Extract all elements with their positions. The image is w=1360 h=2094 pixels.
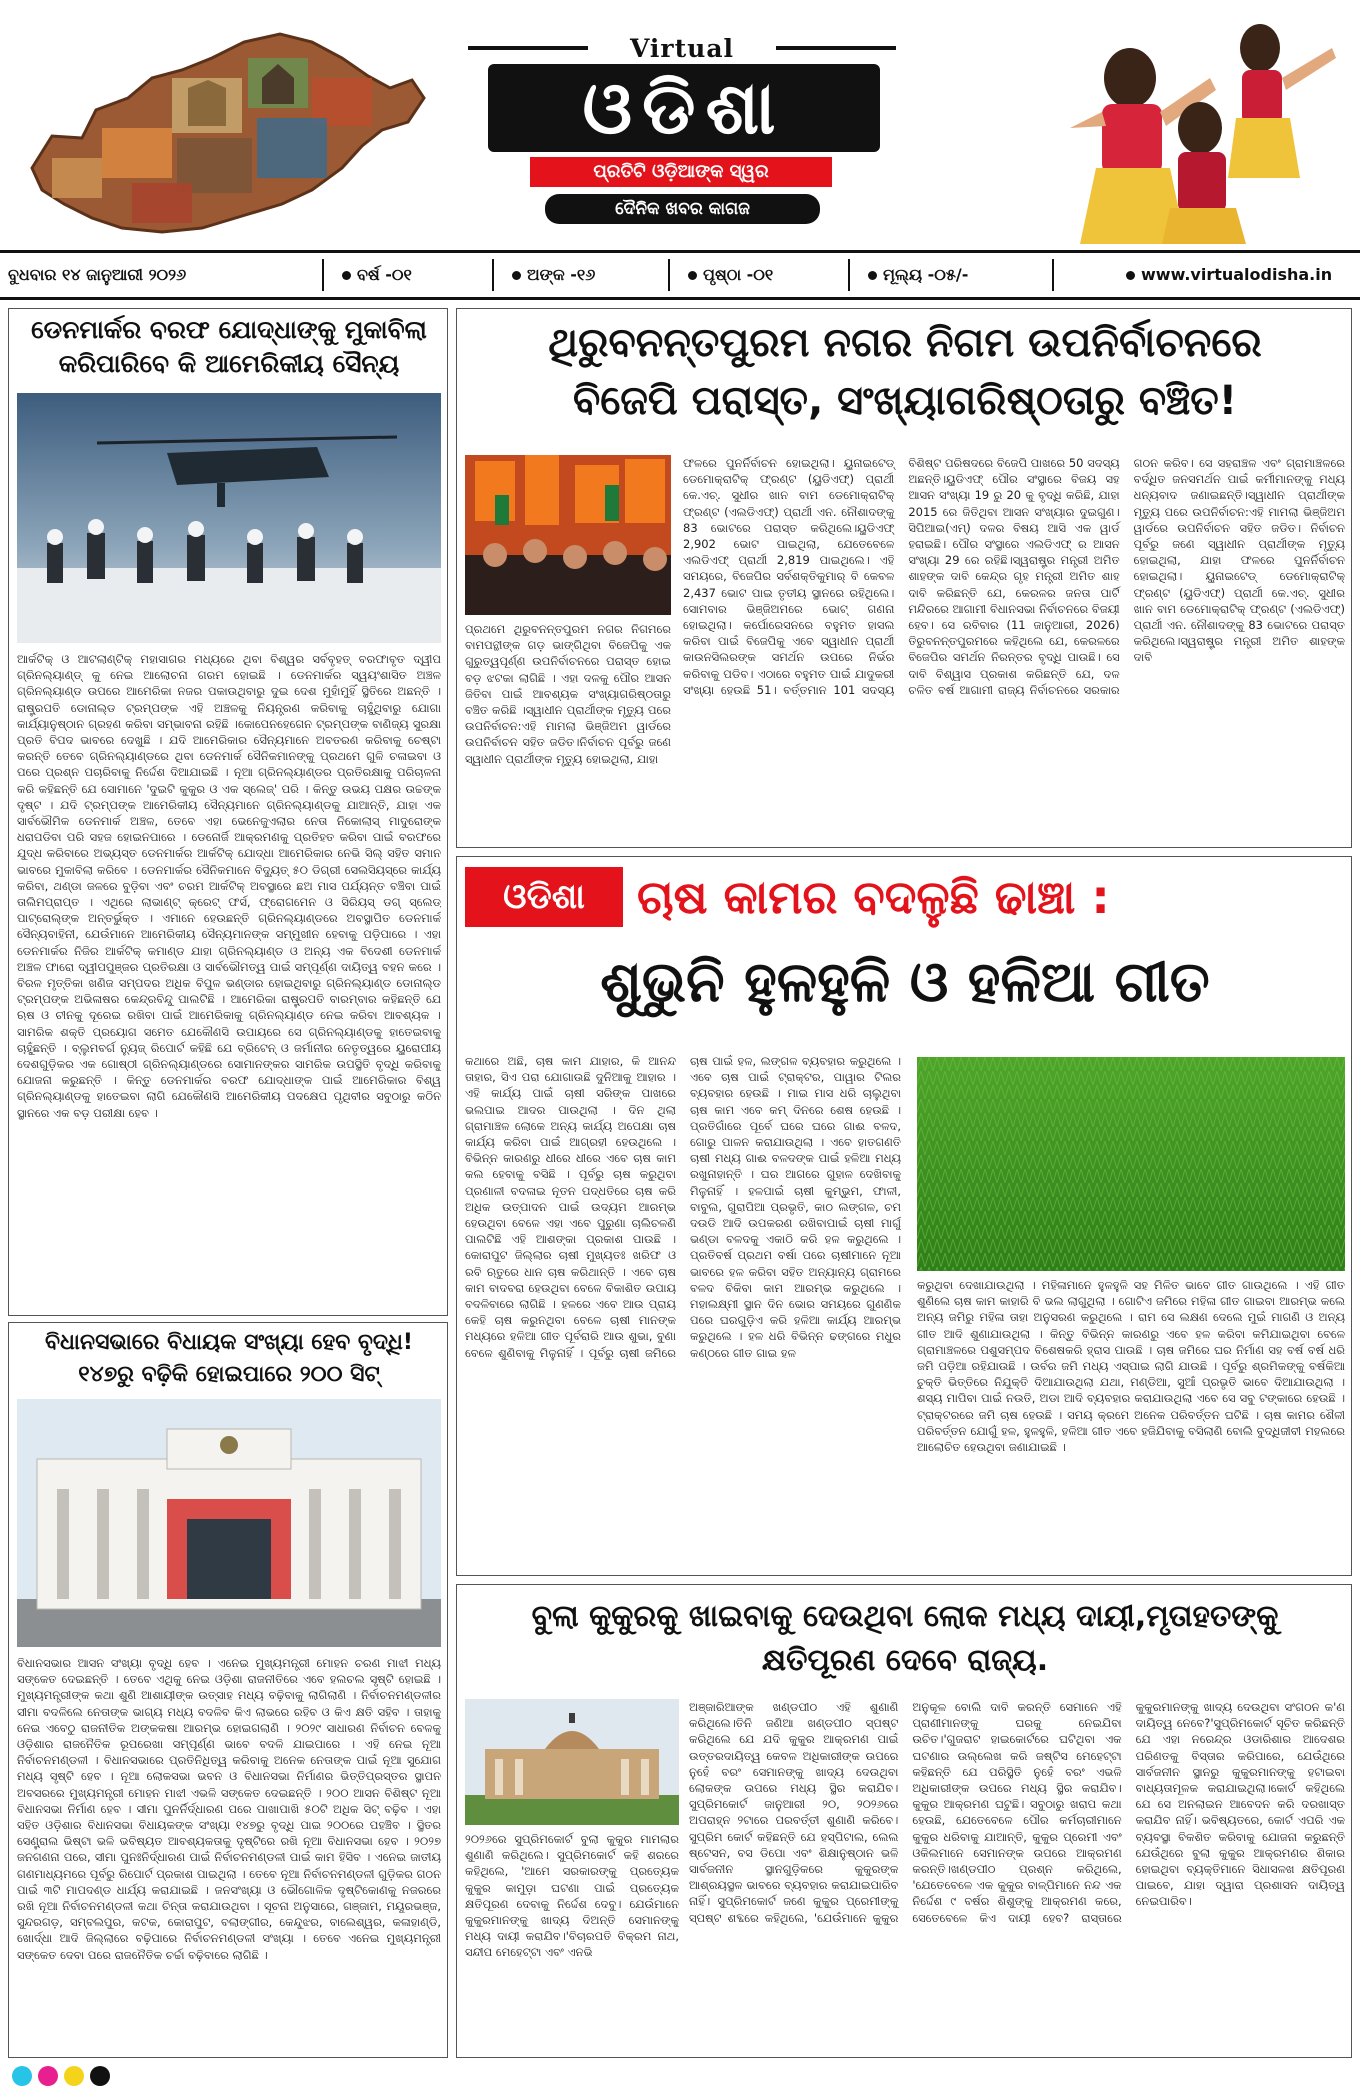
issue-date: ବୁଧବାର ୧୪ ଜାନୁଆରୀ ୨୦୨୬ (8, 265, 187, 284)
yellow-dot-icon (64, 2066, 84, 2086)
denmark-headline-line1: ଡେନମାର୍କର ବରଫ ଯୋଦ୍ଧାଙ୍କୁ ମୁକାବିଲା (31, 315, 427, 344)
website-text[interactable]: www.virtualodisha.in (1141, 265, 1333, 284)
cyan-dot-icon (12, 2066, 32, 2086)
bullet-icon (1126, 271, 1135, 280)
dogs-body-under-photo: ୨୦୨୬ରେ ସୁପ୍ରିମକୋର୍ଟ ବୁଲା କୁକୁର ମାମଲାର ଶୁଣାଣି କରିଥିଲେ। ସୁପ୍ରିମକୋର୍ଟ କହି ଶରରେ କହିଥିଲେ, 'ଆମେ ସରକାରଙ୍କୁ ପ୍ରତ୍ୟେକ କୁକୁର କାମୁଡ଼ା ଘଟଣା ପାଇଁ ପ୍ରତ୍ୟେକ କ୍ଷତିପୂରଣ ଦେବାକୁ ନିର୍ଦ୍ଦେଶ ଦେବୁ। ଯେଉଁମାନେ କୁକୁରମାନଙ୍କୁ ଖାଦ୍ୟ ଦିଅନ୍ତି ସେମାନଙ୍କୁ ମଧ୍ୟ ଦାୟୀ କରାଯିବ।'ବିଚାରପତି ବିକ୍ରମ ନାଥ, ସନ୍ଦୀପ ମେହେଟ୍ଟା ଏବଂ ଏନଭି (465, 1832, 679, 1960)
masthead (0, 0, 1360, 250)
odisha-section-tag: ଓଡିଶା (465, 867, 623, 927)
brand-virtual-text: Virtual (629, 34, 735, 63)
denmark-body: ଆର୍କଟିକ୍ ଓ ଆଟଲାଣ୍ଟିକ୍ ମହାସାଗର ମଧ୍ୟରେ ଥିବା ବିଶ୍ୱର ସର୍ବବୃହତ୍ ବରଫାବୃତ ଦ୍ୱୀପ ଗ୍ରିନଲ୍ୟାଣ୍ଡ୍ କୁ ନେଇ ଆଲୋଚନା ଗରମ ହୋଇଛି । ଡେନମାର୍କର ସ୍ୱୟଂଶାସିତ ଅଞ୍ଚଳ ଗ୍ରିନଲ୍ୟାଣ୍ଡ ଉପରେ ଆମେରିକା ନଜର ପକାଉଥିବାରୁ ଦୁଇ ଦେଶ ମୁହାଁମୁହିଁ ସ୍ଥିତିରେ ଅଛନ୍ତି । ରାଷ୍ଟ୍ରପତି ଡୋନାଲ୍ଡ ଟ୍ରମ୍ପଙ୍କ ଏହି ଅଞ୍ଚଳକୁ ନିୟନ୍ତ୍ରଣ କରିବାକୁ ଚାହୁଁଥିବାରୁ ଯୋଗା କାର୍ଯ୍ୟାନୁଷ୍ଠାନ ଗ୍ରହଣ କରିବା ସମ୍ଭାବନା ରହିଛି ।କୋପେନହେଗେନ ଟ୍ରମ୍ପଙ୍କ ବାଣିଜ୍ୟ ସୁରକ୍ଷା ପ୍ରତି ବିପଦ ଭାବରେ ଦେଖୁଛି । ଯଦି ଆମେରିକାର ସୈନ୍ୟମାନେ ଅବତରଣ କରିବାକୁ ଚେଷ୍ଟା କରନ୍ତି ତେବେ ଗ୍ରିନଲ୍ୟାଣ୍ଡରେ ଥିବା ଡେନମାର୍କ ସୈନିକମାନଙ୍କୁ ପ୍ରଥମେ ଗୁଳି ଚଳାଇବା ଓ ପରେ ପ୍ରଶ୍ନ ପଚାରିବାକୁ ନିର୍ଦ୍ଦେଶ ଦିଆଯାଇଛି । ନୂଆ ଗ୍ରିନଲ୍ୟାଣ୍ଡର ପ୍ରତିରକ୍ଷାକୁ ପରିଚାଳନା କରି କହିଛନ୍ତି ଯେ ସୋମାନେ 'ଦୁଇଟି କୁକୁର ଓ ଏକ ସ୍ଲେଜ୍' ପରି । କିନ୍ତୁ ଉଭୟ ପକ୍ଷର ଉଚ୍ଚଙ୍କ ଦୃଷ୍ଟ । ଯଦି ଟ୍ରମ୍ପଙ୍କ ଆମେରିକୀୟ ସୈନ୍ୟମାନେ ଗ୍ରିନଲ୍ୟାଣ୍ଡକୁ ଯାଆନ୍ତି, ଯାହା ଏକ ସାର୍ବଭୌମିକ ଡେନମାର୍କ ଅଞ୍ଚଳ, ତେବେ ଏହା ଭେନେଜୁଏଲାର ନେତା ନିକୋଲାସ୍ ମାଦୁରୋଙ୍କ ଧରାପଡିବା ପରି ସହଜ ହୋଇନପାରେ । ଡେନୋର୍ଜି ଆକ୍ରମଣକୁ ପ୍ରତିହତ କରିବା ପାଇଁ ବରଫରେ ଯୁଦ୍ଧ କରିବାରେ ଅଭ୍ୟସ୍ତ ଡେନମାର୍କର ଆର୍କଟିକ୍ ଯୋଦ୍ଧା ଆମେରିକାର ନେଭି ସିଲ୍ ସହିତ ସମାନ ଭାବରେ ମୁକାବିଲା କରିବେ । ଡେନମାର୍କର ସୈନିକମାନେ ବିଦ୍ୟୁତ୍ ୫୦ ଡିଗ୍ରୀ ସେଲସିୟସ୍‌ରେ କାର୍ଯ୍ୟ କରିବା, ଥଣ୍ଡା ଜଳରେ ବୁଡ଼ିବା ଏବଂ ଚରମ ଆର୍କଟିକ୍ ଅବସ୍ଥାରେ ଛଅ ମାସ ପର୍ଯ୍ୟନ୍ତ ବଞ୍ଚିବା ପାଇଁ ତାଲିମପ୍ରାପ୍ତ । ଏଥିରେ ଲାଭାଣ୍ଟ୍ କ୍ରେଟ୍ ଫର୍ସ, ଫ୍ରୋଗମେନ ଓ ସିରିୟସ୍ ଡଗ୍ ସ୍ଲେଡ୍ ପାଟ୍ରୋଲ୍‌ଙ୍କ ଅନ୍ତର୍ଭୁକ୍ତ । ଏମାନେ ହେଉଛନ୍ତି ଗ୍ରିନଲ୍ୟାଣ୍ଡରେ ଅବସ୍ଥାପିତ ଡେନମାର୍କ ସୈନ୍ୟବାହିନୀ, ଯେଉଁମାନେ ଆମେରିକୀୟ ସୈନ୍ୟମାନଙ୍କ ସମ୍ମୁଖୀନ ହେବାକୁ ପଡ଼ିପାରେ । ଏହା ଡେନମାର୍କର ନିଜିର ଆର୍କଟିକ୍ କମାଣ୍ଡ ଯାହା ଗ୍ରିନଲ୍ୟାଣ୍ଡ ଓ ଅନ୍ୟ ଏକ ବିଦେଶୀ ଡେନମାର୍କ ଅଞ୍ଚଳ ଫାରୋ ଦ୍ୱୀପପୁଞ୍ଜର ପ୍ରତିରକ୍ଷା ଓ ସାର୍ବଭୌମତ୍ୱ ପାଇଁ ସମ୍ପୂର୍ଣ୍ଣ ଦାୟିତ୍ୱ ବହନ କରେ । ବିରଳ ମୃତ୍ତିକା ଖଣିଜ ସମ୍ପଦର ଅଧିକ ବିପୁଳ ଭଣ୍ଡାର ହୋଇଥିବାରୁ ଗ୍ରିନଲ୍ୟାଣ୍ଡ ଡୋନାଲ୍ଡ ଟ୍ରମ୍ପଙ୍କ ଅଭିଳାଷର କେନ୍ଦ୍ରବିନ୍ଦୁ ପାଲଟିଛି । ଆମେରିକା ରାଷ୍ଟ୍ରପତି ବାରମ୍ବାର କହିଛନ୍ତି ଯେ ଋଷ ଓ ଚୀନକୁ ଦୂରେଇ ରଖିବା ପାଇଁ ଆମେରିକାକୁ ଗ୍ରିନଲ୍ୟାଣ୍ଡ ନେଇ କରିବା ଆବଶ୍ୟକ । ସାମରିକ ଶକ୍ତି ପ୍ରୟୋଗ ସମେତ ଯେକୌଣସି ଉପାୟରେ ସେ ଗ୍ରିନଲ୍ୟାଣ୍ଡକୁ ହାତେଇବାକୁ ଚାହୁଁଛନ୍ତି । ବ୍ଲୁମବର୍ଗ ନ୍ୟୁଜ୍ ରିପୋର୍ଟ କହିଛି ଯେ ବ୍ରିଟେନ୍ ଓ ଜର୍ମାନୀର ନେତୃତ୍ୱରେ ୟୁରୋପୀୟ ଦେଶଗୁଡ଼ିକର ଏକ ଗୋଷ୍ଠୀ ଗ୍ରିନଲ୍ୟାଣ୍ଡରେ ସୋମାନଙ୍କର ସାମରିକ ଉପସ୍ଥିତି ବୃଦ୍ଧି କରିବାକୁ ଯୋଜନା କରୁଛନ୍ତି । କିନ୍ତୁ ଡେନମାର୍କର ବରଫ ଯୋଦ୍ଧାଙ୍କ ପାଇଁ ଆମେରିକାର ବିଶ୍ୱ ଗ୍ରିନଲ୍ୟାଣ୍ଡକୁ ହାତେଇବା ଲାଗି ଯେକୌଣସି ଆମେରିକୀୟ ପଦକ୍ଷେପ ପୃଥିବୀର ସବୁଠାରୁ କଠିନ ସ୍ଥାନରେ ଏକ ବଡ଼ ପରୀକ୍ଷା ହେବ । (17, 652, 441, 1120)
issue-price-text: ମୂଲ୍ୟ -୦୫/- (883, 265, 969, 284)
tvm-headline-line2: ବିଜେପି ପରାସ୍ତ, ସଂଖ୍ୟାଗରିଷ୍ଠତାରୁ ବଞ୍ଚିତ! (572, 378, 1238, 424)
website-link[interactable] (1126, 253, 1332, 297)
farming-body-left: କଥାରେ ଅଛି, ଚାଷ କାମ ଯାହାର, କି ଆନନ୍ଦ ତାହାର, ସିଏ ପରା ଯୋଗାଉଛି ଦୁନିଆକୁ ଆହାର । ଏହି କାର୍ଯ୍ୟ ପାଇଁ ଚାଷୀ ସରିଙ୍କ ପାଖରେ ଭଲପାଇ ଆଦର ପାଉଥିଲା । ଦିନ ଥିଲା ଗ୍ରାମାଞ୍ଚଳ ଲୋକେ ଅନ୍ୟ କାର୍ଯ୍ୟ ଅପେକ୍ଷା ଚାଷ କାର୍ଯ୍ୟ କରିବା ପାଇଁ ଆଗ୍ରହୀ ହେଉଥିଲେ । ବିଭିନ୍ନ କାରଣରୁ ଧୀରେ ଧୀରେ ଏବେ ଚାଷ କାମ କଲ ହେବାକୁ ବସିଛି । ପୂର୍ବରୁ ଚାଷ କରୁଥିବା ପ୍ରଣାଳୀ ବଦଳାଇ ନୂତନ ପଦ୍ଧତିରେ ଚାଷ କରି ଅଧିକ ଉତ୍ପାଦନ ପାଇଁ ଉଦ୍ୟମ ଆରମ୍ଭ ହେଉଥିବା ବେଳେ ଏହା ଏବେ ପୁରୁଣା ଚାଲିଚଳଣି ପାଲଟିଛି ଏହି ଆଶଙ୍କା ପ୍ରକାଶ ପାଉଛି । କୋରାପୁଟ ଜିଲ୍ଲାର ଚାଷୀ ମୁଖ୍ୟତଃ ଖରିଫ ଓ ରବି ଋତୁରେ ଧାନ ଚାଷ କରିଥାନ୍ତି । ଏବେ ଚାଷ କାମ ବାଦବରା ହେଉଥିବା ବେଳେ ବିକାଶିତ ଉପାୟ ବଦଳିବାରେ ଲାଗିଛି । ହଳରେ ଏବେ ଆଉ ପ୍ରାୟ କେହି ଚାଷ କରୁନଥିବା ବେଳେ ଚାଷୀ ମାନଙ୍କ ମଧ୍ୟରେ ହଳିଆ ଗୀତ ପୂର୍ବରାରି ଆଉ ଶୁଭା, ବୁଣା ବେଳେ ଶୁଣିବାକୁ ମିଳୁନାହିଁ । ପୂର୍ବରୁ ଚାଷୀ ଜମିରେ ଚାଷ ପାଇଁ ହଳ, ଲଙ୍ଗଳ ବ୍ୟବହାର କରୁଥିଲେ । ଏବେ ଚାଷ ପାଇଁ ଟ୍ରାକ୍ଟର, ପାୱାର ଟିଲର ବ୍ୟବହାର ହେଉଛି । ମାଇ ମାସ ଧରି ଚାଲୁଥିବା ଚାଷ କାମ ଏବେ କମ୍ ଦିନରେ ଶେଷ ହେଉଛି । ପ୍ରତିଗାଁରେ ପୂର୍ବେ ଘରେ ଘରେ ଗାଈ ବଳଦ, ଗୋରୁ ପାଳନ କରାଯାଉଥିଲା । ଏବେ ହାତଗଣତି ଚାଷୀ ମଧ୍ୟ ଗାଈ ବଳଦଙ୍କ ପାଇଁ ହଳିଆ ମଧ୍ୟ ରଖୁନାହାନ୍ତି । ଘର ଆଗରେ ଗୁହାଳ ଦେଖିବାକୁ ମିଳୁନାହିଁ । ହଳପାଇଁ ଚାଷୀ କୁମ୍ଭୁମ, ଫାଳୀ, ବାବୁଲ, ଗୁରାପିଆ ପ୍ରଭୃତି, କାଠ ଲଙ୍ଗଳ, ଚମ ଦଉଡି ଆଦି ଉପକରଣ ରଖିବାପାଇଁ ଚାଷୀ ମାର୍ଗୁ ଭଣ୍ଡା ବଳଦକୁ ଏକାଠି କରି ହଳ କରୁଥିଲେ । ପ୍ରତିବର୍ଷ ପ୍ରଥମ ବର୍ଷା ପରେ ଚାଷୀମାନେ ନୂଆ ଭାବରେ ହଳ କରିବା ସହିତ ଅନ୍ୟାନ୍ୟ ଗ୍ରାମରେ ବଳଦ ବିକିବା କାମ ଆରମ୍ଭ କରୁଥିଲେ । ମହାଲକ୍ଷ୍ମୀ ସ୍ଥାନ ଦିନ ଭୋର ସମୟରେ ଗୁଣଣିକ ପରେ ଘରଗୁଡ଼ିଏ କରି ହଳିଆ କାର୍ଯ୍ୟ ଆରମ୍ଭ କରୁଥିଲେ । ହଳ ଧରି ବିଭିନ୍ନ ଢଙ୍ଗରେ ମଧୁର କଣ୍ଠରେ ଗୀତ ଗାଇ ହଳ (465, 1054, 901, 1360)
tvm-headline-line1: ଥିରୁବନନ୍ତପୁରମ ନଗର ନିଗମ ଉପନିର୍ବାଚନରେ (548, 320, 1262, 366)
article-tvm (456, 308, 1352, 848)
assembly-headline-line1: ବିଧାନସଭାରେ ବିଧାୟକ ସଂଖ୍ୟା ହେବ ବୃଦ୍ଧି! (45, 1330, 413, 1355)
dogs-headline-line2: କ୍ଷତିପୂରଣ ଦେବେ ରାଜ୍ୟ. (761, 1643, 1049, 1678)
magenta-dot-icon (38, 2066, 58, 2086)
black-dot-icon (90, 2066, 110, 2086)
article-assembly (8, 1322, 448, 2058)
odisha-map-collage-image (12, 18, 432, 238)
issue-number-text: ଅଙ୍କ -୧୬ (527, 265, 596, 284)
assembly-building-image (17, 1399, 441, 1647)
newspaper-subtagline: ଦୈନିକ ଖବର କାଗଜ (545, 194, 820, 224)
issue-info-bar (0, 250, 1360, 300)
tvm-intro: ପ୍ରଥମେ ଥିରୁବନନ୍ତପୁରମ ନଗର ନିଗମରେ ବାମପନ୍ଥୀଙ୍କ ଗଡ଼ ଭାଙ୍ଗିଥିବା ବିଜେପିକୁ ଏକ ଗୁରୁତ୍ୱପୂର୍ଣ୍ଣ ଉପନିର୍ବାଚନରେ ପରାସ୍ତ ହୋଇ ବଡ଼ ଝଟକା ଲାଗିଛି । ଏହା ଦଳକୁ ପୌର ଆସନ ଜିତିବା ପାଇଁ ଆବଶ୍ୟକ ସଂଖ୍ୟାଗରିଷ୍ଠତାରୁ ବଞ୍ଚିତ କରିଛି ।ସ୍ୱାଧୀନ ପ୍ରାର୍ଥୀଙ୍କ ମୃତ୍ୟୁ ପରେ ଉପନିର୍ବାଚନ:ଏହି ମାମଲା ଭିଞ୍ଜିଅମ ୱାର୍ଡରେ ଉପନିର୍ବାଚନ ସହିତ ଜଡିତ।ନିର୍ବାଚନ ପୂର୍ବରୁ ଜଣେ ସ୍ୱାଧୀନ ପ୍ରାର୍ଥୀଙ୍କ ମୃତ୍ୟୁ ହୋଇଥିଲା, ଯାହା (465, 622, 671, 766)
paddy-field-image (917, 1057, 1345, 1271)
issue-number (512, 253, 595, 297)
brand-virtual-bar (468, 34, 896, 62)
newspaper-tagline: ପ୍ରତିଟି ଓଡ଼ିଆଙ୍କ ସ୍ୱର (530, 157, 832, 187)
article-farming (456, 856, 1352, 1576)
supreme-court-building-image (465, 1699, 679, 1825)
issue-price (868, 253, 968, 297)
assembly-body: ବିଧାନସଭାର ଆସନ ସଂଖ୍ୟା ବୃଦ୍ଧି ହେବ । ଏନେଇ ମୁଖ୍ୟମନ୍ତ୍ରୀ ମୋହନ ଚରଣ ମାଝୀ ମଧ୍ୟ ସଙ୍କେତ ଦେଇଛନ୍ତି । ତେବେ ଏଥିକୁ ନେଇ ଓଡ଼ିଶା ରାଜନୀତିରେ ଏବେ ହଲଚଲ ସୃଷ୍ଟି ହୋଇଛି । ମୁଖ୍ୟମନ୍ତ୍ରୀଙ୍କ କଥା ଶୁଣି ଆଶାୟୀଙ୍କ ଉତ୍ସାହ ମଧ୍ୟ ବଢ଼ିବାକୁ ଲାଗିଲାଣି । ନିର୍ବାଚନମଣ୍ଡଳୀର ସୀମା ବଦଳିଲେ ନେତାଙ୍କ ଭାଗ୍ୟ ମଧ୍ୟ ବଦଳିବ କିଏ ଲାଭରେ ରହିବ ଓ କିଏ କ୍ଷତି ସହିବ । ତାହାକୁ ନେଇ ଏବେଠୁ ରାଜନୀତିକ ଅଙ୍କକଷା ଆରମ୍ଭ ହୋଇଗଲାଣି । ୨୦୨୯ ସାଧାରଣ ନିର୍ବାଚନ ବେଳକୁ ଓଡ଼ିଶାର ରାଜନୈତିକ ରୂପରେଖା ସମ୍ପୂର୍ଣ୍ଣ ଭାବେ ବଦଳି ଯାଇପାରେ । ଏହି ନେଇ ନୂଆ ନିର୍ବାଚନମଣ୍ଡଳୀ । ବିଧାନସଭାରେ ପ୍ରତିନିଧିତ୍ୱ କରିବାକୁ ଅନେକ ନେତାଙ୍କ ପାଇଁ ନୂଆ ସୁଯୋଗ ମଧ୍ୟ ସୃଷ୍ଟି ହେବ । ନୂଆ ଲୋକସଭା ଭବନ ଓ ବିଧାନସଭା ନିର୍ମାଣର ଭିତ୍ତିପ୍ରସ୍ତର ସ୍ଥାପନ ଅବସରରେ ମୁଖ୍ୟମନ୍ତ୍ରୀ ମୋହନ ମାଝୀ ଏଭଳି ସଙ୍କେତ ଦେଇଛନ୍ତି । ୨୦୦ ଆସନ ବିଶିଷ୍ଟ ନୂଆ ବିଧାନସଭା ନିର୍ମାଣ ହେବ । ସୀମା ପୁନର୍ନିର୍ଦ୍ଧାରଣ ପରେ ପାଖାପାଖି ୫୦ଟି ଅଧିକ ସିଟ୍ ବଢ଼ିବ । ଏହା ସହିତ ଓଡ଼ିଶାର ବିଧାନସଭା ବିଧାୟକଙ୍କ ସଂଖ୍ୟା ୧୪୭ରୁ ବୃଦ୍ଧି ପାଇ ୨୦୦ରେ ପହଞ୍ଚିବ । ସ୍ଥିତର ସେଣ୍ଟ୍ରାଲ ଭିଷ୍ଟା ଭଳି ଭବିଷ୍ୟତ ଆବଶ୍ୟକତାକୁ ଦୃଷ୍ଟିରେ ରଖି ନୂଆ ବିଧାନସଭା ହେବ । ୨୦୨୭ ଜନଗଣନା ପରେ, ସୀମା ପୁନଃନିର୍ଦ୍ଧାରଣ ପାଇଁ ନିର୍ବାଚନମଣ୍ଡଳୀ ପାଇଁ କାମ ହିସିବ । ଏନେଇ ଜାତୀୟ ଗଣମାଧ୍ୟମରେ ପୂର୍ବରୁ ରିପୋର୍ଟ ପ୍ରକାଶ ପାଇଥିଲା । ତେବେ ନୂଆ ନିର୍ବାଚନମଣ୍ଡଳୀ ଗୁଡ଼ିକର ଗଠନ ପାଇଁ ୩ଟି ମାପଦଣ୍ଡ ଧାର୍ଯ୍ୟ କରାଯାଇଛି । ଜନସଂଖ୍ୟା ଓ ଭୌଗୋଳିକ ଦୃଷ୍ଟିକୋଣକୁ ନଜରରେ ରଖି ନୂଆ ନିର୍ବାଚନମଣ୍ଡଳୀ କଥା ଚିନ୍ତା କରାଯାଉଥିବା । ସୂଚନା ଅନୁସାରେ, ଗଞ୍ଜାମ, ମୟୂରଭଞ୍ଜ, ସୁନ୍ଦରଗଡ଼, ସମ୍ବଲପୁର, କଟକ, କୋରାପୁଟ, ବଲାଙ୍ଗୀର, କେନ୍ଦୁଝର, ବାଲେଶ୍ୱର, କଳାହାଣ୍ଡି, ଖୋର୍ଦ୍ଧା ଆଦି ଜିଲ୍ଲାରେ ବଢ଼ିପାରେ ନିର୍ବାଚନମଣ୍ଡଳୀ ସଂଖ୍ୟା । ତେବେ ଏନେଇ ମୁଖ୍ୟମନ୍ତ୍ରୀ ସଙ୍କେତ ଦେବା ପରେ ରାଜନୈତିକ ଚର୍ଚ୍ଚା ବଢ଼ିବାରେ ଲାଗିଛି । (17, 1656, 441, 1962)
bullet-icon (342, 271, 351, 280)
farming-headline-line2: ଶୁଭୁନି ହୁଳହୁଳି ଓ ହଳିଆ ଗୀତ (600, 950, 1210, 1015)
odissi-dancers-image (1010, 8, 1350, 246)
arctic-soldiers-helicopter-image (17, 393, 441, 643)
bullet-icon (512, 271, 521, 280)
farming-body-right: କରୁଥିବା ଦେଖାଯାଉଥିଲା । ମହିଳାମାନେ ହୁଳହୁଳି ସହ ମିଳିତ ଭାବେ ଗୀତ ଗାଉଥିଲେ । ଏହି ଗୀତ ଶୁଣିଲେ ଚାଷ କାମ କାହାରି ବି ଭଲ ଲାଗୁଥିଲା । ଗୋଟିଏ ଜମିରେ ମହିଳା ଗୀତ ଗାଇବା ଆରମ୍ଭ କଲେ ଅନ୍ୟ ଜମିରୁ ମହିଳା ତାହା ଅନୁସରଣ କରୁଥିଲେ । ରାମ ସେ ଲକ୍ଷଣ ଦେଲେ ମୁଇଁ ମାଗଣି ଓ ଅନ୍ୟ ଗୀତ ଆଦି ଶୁଣାଯାଉଥିଲା । କିନ୍ତୁ ବିଭିନ୍ନ କାରଣରୁ ଏବେ ହଳ କରିବା କମିଯାଇଥିବା ବେଳେ ଗ୍ରାମାଞ୍ଚଳରେ ପଶୁସମ୍ପଦ ବିଶେଷକରି ହ୍ରାସ ପାଉଛି । ଚାଷ ଜମିରେ ଘର ନିର୍ମାଣ ସହ ବର୍ଷ ବର୍ଷ ଧରି ଜମି ପଡ଼ିଆ ରହିଯାଉଛି । ଉର୍ବର ଜମି ମଧ୍ୟ ଏସ୍ପାଇ ଲାଗି ଯାଉଛି । ପୂର୍ବରୁ ଶ୍ରମିକଙ୍କୁ ବର୍ଷକିଆ ଚୁକ୍ତି ଭିତ୍ତିରେ ନିଯୁକ୍ତି ଦିଆଯାଉଥିଲା ଯଥା, ମଣ୍ଡିଆ, ସୁଆଁ ପ୍ରଭୃତି ଭାବେ ଦିଆଯାଉଥିଲା । ଶସ୍ୟ ମାପିବା ପାଇଁ ନଉତି, ଅଡା ଆଦି ବ୍ୟବହାର କରାଯାଉଥିଲା ଏବେ ସେ ସବୁ ଟଙ୍କାରେ ହେଉଛି । ଟ୍ରାକ୍ଟରରେ ଜମି ଚାଷ ହେଉଛି । ସମୟ କ୍ରମେ ଅନେକ ପରିବର୍ତ୍ତନ ଘଟିଛି । ଚାଷ କାମର ଶୈଳୀ ପରିବର୍ତ୍ତନ ଯୋଗୁଁ ହଳ, ହୁଳହୁଳି, ହଳିଆ ଗୀତ ଏବେ ହଜିଯିବାକୁ ବସିଲାଣି ବୋଲି ବୁଦ୍ଧିଜୀବୀ ମହଲରେ ଆଲୋଚିତ ହେଉଥିବା ଜଣାଯାଇଛି । (917, 1278, 1345, 1455)
article-stray-dogs (456, 1584, 1352, 2058)
dogs-body: ଅଞ୍ଜାରିଆଙ୍କ ଖଣ୍ଡପୀଠ ଏହି ଶୁଣାଣି କରିଥିଲେ।ତିନି ଜଣିଆ ଖଣ୍ଡପୀଠ ସ୍ପଷ୍ଟ କରିଥିଲେ ଯେ ଯଦି କୁକୁର ଆକ୍ରମଣ ପାଇଁ ଉତ୍ତରଦାୟିତ୍ୱ କେବଳ ଅଧିକାରୀଙ୍କ ଉପରେ ନୁହେଁ ବରଂ ସେମାନଙ୍କୁ ଖାଦ୍ୟ ଦେଉଥିବା ଲୋକଙ୍କ ଉପରେ ମଧ୍ୟ ସ୍ଥିର କରାଯିବ। ସୁପ୍ରିମକୋର୍ଟ ଜାନୁଆରୀ ୨୦, ୨୦୨୬ରେ ଅପରାହ୍ନ ୨ଟାରେ ପରବର୍ତ୍ତୀ ଶୁଣାଣି କରିବେ।ସୁପ୍ରିମ କୋର୍ଟ କହିଛନ୍ତି ଯେ ହସ୍ପିଟାଲ, ଲେଲ ଷ୍ଟେସନ, ବସ ଡିପୋ ଏବଂ ଶିକ୍ଷାନୁଷ୍ଠାନ ଭଳି ସାର୍ବଜନୀନ ସ୍ଥାନଗୁଡ଼ିକରେ କୁକୁରଙ୍କ ଆଶ୍ରୟସ୍ଥଳ ଭାବରେ ବ୍ୟବହାର କରାଯାଇପାରିବ ନାହିଁ। ସୁପ୍ରିମକୋର୍ଟ ଜଣେ କୁକୁର ପ୍ରେମୀଙ୍କୁ ସ୍ପଷ୍ଟ ଶବ୍ଦରେ କହିଥିଲେ, 'ଯେଉଁମାନେ କୁକୁର ଅନୁକୂଳ ବୋଲି ଦାବି କରନ୍ତି ସେମାନେ ଏହି ପ୍ରାଣୀମାନଙ୍କୁ ଘରକୁ ନେଇଯିବା ଉଚିତ।'ଗୁଜରାଟ ହାଇକୋର୍ଟରେ ଘଟିଥିବା ଏକ ଘଟଣାର ଉଲ୍ଲେଖ କରି ଜଷ୍ଟିସ ମେହେଟ୍ଟା କହିଛନ୍ତି ଯେ ପରିସ୍ଥିତି ନୁହେଁ ବରଂ ଏଭଳି ଅଧିକାରୀଙ୍କ ଉପରେ ମଧ୍ୟ ସ୍ଥିର କରାଯିବ। କୁକୁର ଆକ୍ରମଣ ଘଟୁଛି। ସବୁଠାରୁ ଖରାପ କଥା ହେଉଛି, ଯେତେବେଳେ ପୌର କର୍ମଚାରୀମାନେ କୁକୁର ଧରିବାକୁ ଯାଆନ୍ତି, କୁକୁର ପ୍ରେମୀ ଏବଂ ଓକିଲମାନେ ସେମାନଙ୍କ ଉପରେ ଆକ୍ରମଣ କରନ୍ତି।ଖଣ୍ଡପୀଠ ପ୍ରଶ୍ନ କରିଥିଲେ, 'ଯେତେବେଳେ ଏକ କୁକୁର ବାଳ୍ପିମାନେ ନନ୍ଦ ଏକ ନିର୍ଦ୍ଦେଶ ୯ ବର୍ଷର ଶିଶୁଙ୍କୁ ଆକ୍ରମଣ କରେ, ସେତେବେଳେ କିଏ ଦାୟୀ ହେବ? ରାସ୍ତାରେ କୁକୁରମାନଙ୍କୁ ଖାଦ୍ୟ ଦେଉଥିବା ସଂଗଠନ କ'ଣ ଦାୟିତ୍ୱ ନେବେ?'ସୁପ୍ରିମକୋର୍ଟ ସୂଚିତ କରିଛନ୍ତି ଯେ ଏହା ନରେନ୍ଦ୍ର ଓଡାରିଶାର ଆଦେଶର ପରିଣତକୁ ବିସ୍ତାର କରିପାରେ, ଯେଉଁଥିରେ ସାର୍ବଜନୀନ ସ୍ଥାନରୁ କୁକୁରମାନଙ୍କୁ ହଟାଇବା ବାଧ୍ୟତାମୂଳକ କରାଯାଇଥିଲା।କୋର୍ଟ କହିଥିଲେ ଯେ ସେ ଅନଲାଇନ ଆବେଦନ କରି ଦରଖାସ୍ତ କରାଯିବ ନାହିଁ। ଭବିଷ୍ୟତରେ, କୋର୍ଟ ଏପରି ଏକ ବ୍ୟବସ୍ଥା ବିକଶିତ କରିବାକୁ ଯୋଜନା କରୁଛନ୍ତି ଯେଉଁଥିରେ ବୁଲା କୁକୁର ଆକ୍ରମଣର ଶିକାର ହୋଇଥିବା ବ୍ୟକ୍ତିମାନେ ସିଧାସଳଖ କ୍ଷତିପୂରଣ ପାଇବେ, ଯାହା ଦ୍ୱାରା ପ୍ରଶାସନ ଦାୟିତ୍ୱ ନେଇପାରିବ। (689, 1700, 1345, 1925)
tvm-body: ଫଳରେ ପୁନର୍ନିର୍ବାଚନ ହୋଇଥିଲା। ୟୁନାଇଟେଡ୍ ଡେମୋକ୍ରାଟିକ୍ ଫ୍ରଣ୍ଟ (ୟୁଡିଏଫ୍) ପ୍ରାର୍ଥୀ କେ.ଏଚ୍. ସୁଧୀର ଖାନ ବାମ ଡେମୋକ୍ରାଟିକ୍ ଫ୍ରଣ୍ଟ (ଏଲଡିଏଫ୍) ପ୍ରାର୍ଥୀ ଏନ. ନୌଶାଦଙ୍କୁ 83 ଭୋଟରେ ପରାସ୍ତ କରିଥିଲେ।ୟୁଡିଏଫ୍ 2,902 ଭୋଟ ପାଇଥିଲା, ଯେତେବେଳେ ଏଲଡିଏଫ୍ ପ୍ରାର୍ଥୀ 2,819 ପାଇଥିଲେ। ଏହି ସମୟରେ, ବିଜେପିର ସର୍ବଶକ୍ତିକୁମାର୍ ବି କେବଳ 2,437 ଭୋଟ ପାଇ ତୃତୀୟ ସ୍ଥାନରେ ରହିଥିଲେ। ସୋମବାର ଭିଞ୍ଜିଅମରେ ଭୋଟ୍ ଗଣନା ହୋଇଥିଲା। କର୍ପୋରେସନରେ ବହୁମତ ହାସଲ କରିବା ପାଇଁ ବିଜେପିକୁ ଏବେ ସ୍ୱାଧୀନ ପ୍ରାର୍ଥୀ କାଉନସିଲରଙ୍କ ସମର୍ଥନ ଉପରେ ନିର୍ଭର କରିବାକୁ ପଡିବ। ଏଠାରେ ବହୁମତ ପାଇଁ ଯାଦୁକରୀ ସଂଖ୍ୟା ହେଉଛି 51। ବର୍ତ୍ତମାନ 101 ସଦସ୍ୟ ବିଶିଷ୍ଟ ପରିଷଦରେ ବିଜେପି ପାଖରେ 50 ସଦସ୍ୟ ଅଛନ୍ତି।ୟୁଡିଏଫ୍ ପୌର ସଂସ୍ଥାରେ ବିଜୟ ସହ ଆସନ ସଂଖ୍ୟା 19 ରୁ 20 କୁ ବୃଦ୍ଧି କରିଛି, ଯାହା 2015 ରେ ଜିତିଥିବା ଆସନ ସଂଖ୍ୟାର ଦୁଇଗୁଣ। ସିପିଆଇ(ଏମ୍) ଦଳର ବିଷୟ ଆସି ଏକ ୱାର୍ଡ ହରାଇଛି। ପୌର ସଂସ୍ଥାରେ ଏଲଡିଏଫ୍ ର ଆସନ ସଂଖ୍ୟା 29 ରେ ରହିଛି।ସ୍ୱରାଷ୍ଟ୍ର ମନ୍ତ୍ରୀ ଅମିତ ଶାହଙ୍କ ଦାବି କେନ୍ଦ୍ର ଗୃହ ମନ୍ତ୍ରୀ ଅମିତ ଶାହ ଦାବି କରିଛନ୍ତି ଯେ, କେରଳର ଜନତା ପାର୍ଟି ମନ୍ଦିରରେ ଆଗାମୀ ବିଧାନସଭା ନିର୍ବାଚନରେ ବିଜୟୀ ହେବ। ସେ ରବିବାର (11 ଜାନୁଆରୀ, 2026) ତିରୁବନନ୍ତପୁରମରେ କହିଥିଲେ ଯେ, କେରଳରେ ବିଜେପିର ସମର୍ଥନ ନିରନ୍ତର ବୃଦ୍ଧି ପାଉଛି। ସେ ଦାବି ବିଶ୍ୱାସ ପ୍ରକାଶ କରିଛନ୍ତି ଯେ, ଦଳ ଚଳିତ ବର୍ଷ ଆଗାମୀ ରାଜ୍ୟ ନିର୍ବାଚନରେ ସରକାର ଗଠନ କରିବ। ସେ ସହରାଞ୍ଚଳ ଏବଂ ଗ୍ରାମାଞ୍ଚଳରେ ବର୍ଦ୍ଧିତ ଜନସମର୍ଥନ ପାଇଁ କର୍ମୀମାନଙ୍କୁ ମଧ୍ୟ ଧନ୍ୟବାଦ ଜଣାଇଛନ୍ତି।ସ୍ୱାଧୀନ ପ୍ରାର୍ଥୀଙ୍କ ମୃତ୍ୟୁ ପରେ ଉପନିର୍ବାଚନ:ଏହି ମାମଲା ଭିଞ୍ଜିଅମ ୱାର୍ଡରେ ଉପନିର୍ବାଚନ ସହିତ ଜଡିତ। ନିର୍ବାଚନ ପୂର୍ବରୁ ଜଣେ ସ୍ୱାଧୀନ ପ୍ରାର୍ଥୀଙ୍କ ମୃତ୍ୟୁ ହୋଇଥିଲା, ଯାହା ଫଳରେ ପୁନର୍ନିର୍ବାଚନ ହୋଇଥିଲା। ୟୁନାଇଟେଡ୍ ଡେମୋକ୍ରାଟିକ୍ ଫ୍ରଣ୍ଟ (ୟୁଡିଏଫ୍) ପ୍ରାର୍ଥୀ କେ.ଏଚ୍. ସୁଧୀର ଖାନ ବାମ ଡେମୋକ୍ରାଟିକ୍ ଫ୍ରଣ୍ଟ (ଏଲଡିଏଫ୍) ପ୍ରାର୍ଥୀ ଏନ. ନୌଶାଦଙ୍କୁ 83 ଭୋଟରେ ପରାସ୍ତ କରିଥିଲେ।ସ୍ୱରାଷ୍ଟ୍ର ମନ୍ତ୍ରୀ ଅମିତ ଶାହଙ୍କ ଦାବି (683, 456, 1345, 697)
dogs-headline-line1: ବୁଲା କୁକୁରକୁ ଖାଇବାକୁ ଦେଉଥିବା ଲୋକ ମଧ୍ୟ ଦାୟୀ,ମୃତାହତଙ୍କୁ (531, 1599, 1279, 1634)
issue-year (342, 253, 412, 297)
farming-headline-line1: ଚାଷ କାମର ବଦଳୁଛି ଢାଞ୍ଚା : (637, 870, 1110, 924)
issue-page (688, 253, 773, 297)
newspaper-title: ଓଡିଶା (488, 64, 880, 152)
assembly-headline-line2: ୧୪୭ରୁ ବଢ଼ିକି ହୋଇପାରେ ୨୦୦ ସିଟ୍ (78, 1362, 380, 1387)
article-denmark (8, 308, 448, 1316)
issue-year-text: ବର୍ଷ -୦୧ (357, 265, 412, 284)
bjp-rally-image (465, 455, 671, 615)
denmark-headline-line2: କରିପାରିବେ କି ଆମେରିକୀୟ ସୈନ୍ୟ (58, 349, 400, 378)
issue-page-text: ପୃଷ୍ଠା -୦୧ (703, 265, 774, 284)
footer-color-dots (12, 2066, 116, 2090)
bullet-icon (688, 271, 697, 280)
bullet-icon (868, 271, 877, 280)
